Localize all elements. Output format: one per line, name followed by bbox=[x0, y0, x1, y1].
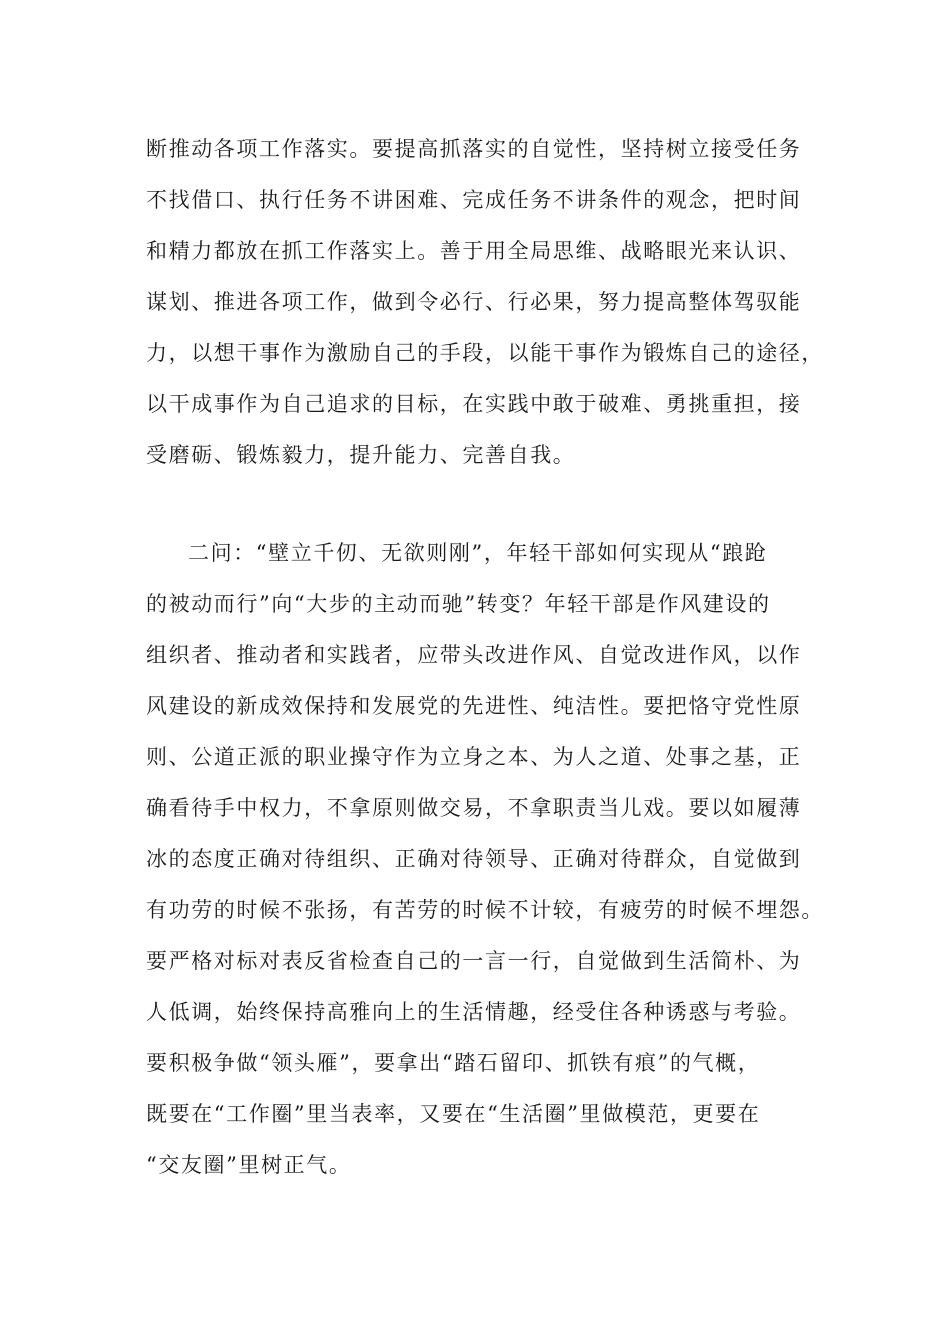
paragraph-1-line-1: 断推动各项工作落实。要提高抓落实的自觉性，坚持树立接受任务 bbox=[146, 137, 802, 161]
paragraph-2-line-3: 组织者、推动者和实践者，应带头改进作风、自觉改进作风，以作 bbox=[146, 643, 802, 667]
paragraph-1-line-6: 以干成事作为自己追求的目标，在实践中敢于破难、勇挑重担，接 bbox=[146, 392, 802, 416]
paragraph-2-line-4: 风建设的新成效保持和发展党的先进性、纯洁性。要把恪守党性原 bbox=[146, 694, 802, 718]
paragraph-2-line-7: 冰的态度正确对待组织、正确对待领导、正确对待群众，自觉做到 bbox=[146, 847, 802, 871]
paragraph-1-line-4: 谋划、推进各项工作，做到令必行、行必果，努力提高整体驾驭能 bbox=[146, 290, 802, 314]
paragraph-2-line-2: 的被动而行”向“大步的主动而驰”转变？年轻干部是作风建设的 bbox=[146, 592, 771, 616]
paragraph-1-line-3: 和精力都放在抓工作落实上。善于用全局思维、战略眼光来认识、 bbox=[146, 239, 802, 263]
paragraph-1-line-5: 力，以想干事作为激励自己的手段，以能干事作为锻炼自己的途径， bbox=[146, 341, 824, 365]
paragraph-2-line-9: 要严格对标对表反省检查自己的一言一行，自觉做到生活简朴、为 bbox=[146, 949, 802, 973]
paragraph-2-line-5: 则、公道正派的职业操守作为立身之本、为人之道、处事之基，正 bbox=[146, 745, 802, 769]
paragraph-2-line-6: 确看待手中权力，不拿原则做交易，不拿职责当儿戏。要以如履薄 bbox=[146, 796, 802, 820]
paragraph-1-line-7: 受磨砺、锻炼毅力，提升能力、完善自我。 bbox=[146, 443, 576, 467]
paragraph-2-line-8: 有功劳的时候不张扬，有苦劳的时候不计较，有疲劳的时候不埋怨。 bbox=[146, 898, 824, 922]
paragraph-2-line-1: 二问：“壁立千仞、无欲则刚”，年轻干部如何实现从“踉跄 bbox=[188, 541, 768, 565]
paragraph-2-line-11: 要积极争做“领头雁”，要拿出“踏石留印、抓铁有痕”的气概， bbox=[146, 1051, 761, 1075]
paragraph-1-line-2: 不找借口、执行任务不讲困难、完成任务不讲条件的观念，把时间 bbox=[146, 188, 802, 212]
paragraph-2-line-10: 人低调，始终保持高雅向上的生活情趣，经受住各种诱惑与考验。 bbox=[146, 1000, 802, 1024]
paragraph-2-line-12: 既要在“工作圈”里当表率，又要在“生活圈”里做模范，更要在 bbox=[146, 1102, 761, 1126]
paragraph-2-line-13: “交友圈”里树正气。 bbox=[146, 1153, 352, 1177]
